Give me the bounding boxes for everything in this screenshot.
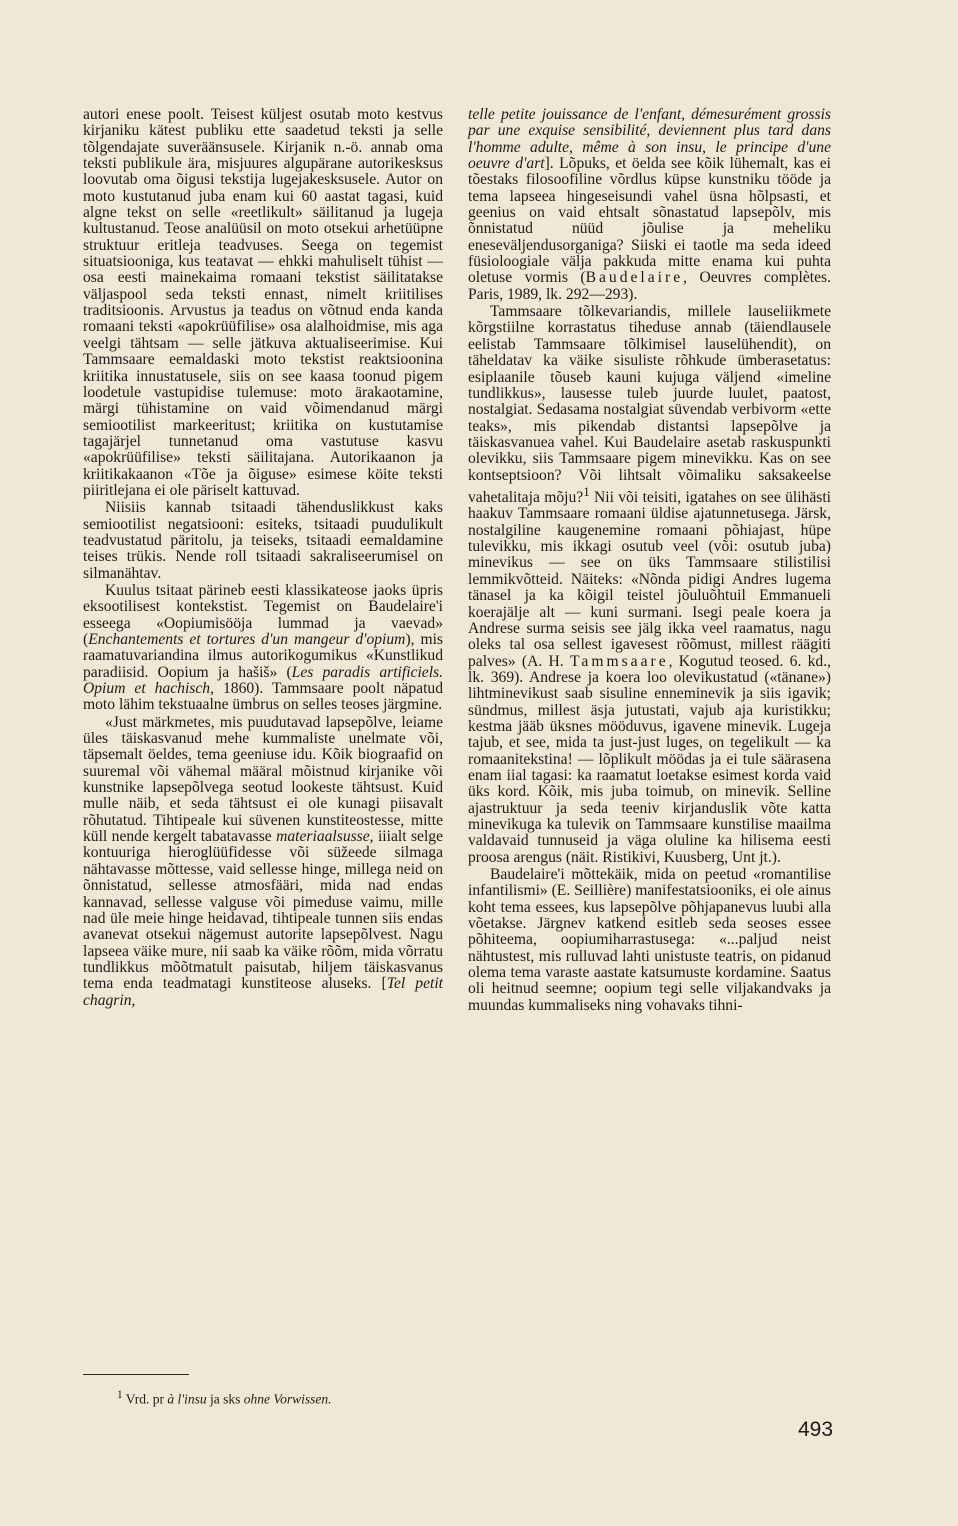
footnote-divider xyxy=(83,1374,189,1375)
footnote-mark: 1 xyxy=(117,1389,123,1401)
paragraph: Tammsaare tõlkevariandis, millele lauseliikmete kõrgstiilne korrastatus tiheduse annab (täiendlausele eelistab Tammsaare tõlkimisel lauselühendit), on täheldatav ka väike sisuliste rõhkude ümberasetatus: esiplaanile tõuseb kauni kujuga väljend «imeline tundlikkus», lausesse tuleb juurde luulet, paatost, nostalgiat. Sedasama nostalgiat süvendab verbivorm «ette teaks», mis pikendab distantsi lapsepõlve ja täiskasvanuea vahel. Kui Baudelaire asetab raskuspunkti olevikku, siis Tammsaare pigem minevikku. Kas on see kontseptsioon? Või lihtsalt võimaliku saksakeelse vahetalitaja mõju?$^1$ Nii või teisiti, igatahes on see ülihästi haakuv Tammsaare romaani üldise ajatunnetusega. Järsk, nostalgiline kaugenemine romaani põhiajast, hüpe tulevikku, mis ikkagi osutub veel (või: osutub juba) minevikus — see on üks Tammsaare stilistilisi lemmikvõtteid. Näiteks: «Nõnda pidigi Andres lugema tänasel ja ka kõigil teistel jõuluõhtuil Emmanueli koerajälje alt — kuni surmani. Isegi peale koera ja Andrese surma seisis see jälg ikka veel raamatus, nagu oleks tal osa sellest igavesest rõõmust, millest räägiti palves» (A. H. Tammsaare, Kogutud teosed. 6. kd., lk. 369). Andrese ja koera loo olevikustatud («tänane») lihtminevikust saab sisuline enneminevik ja siis igavik; sündmus, millest äsja jutustati, vajub aja kuristikku; kestma jääb üksnes mööduvus, igavene minevik. Lugeja tajub, et see, mida ta just-just luges, on tegelikult — ka romaanitekstina! — lõplikult möödas ja ei tule säärasena enam iial tagasi: ka raamatut loetakse esimest korda vaid üks kord. Kõik, mis juba toimub, on minevik. Selline ajastruktuur ja seda teeniv kirjanduslik võte katta minevikuga ka tulevik on Tammsaare kunstilise maailma valdavaid tunnuseid ja väga oluline ka hilisema eesti proosa arengus (näit. Ristikivi, Kuusberg, Unt jt.). xyxy=(468,303,831,866)
page-number: 493 xyxy=(798,1418,834,1441)
italic-french-quote: telle petite jouissance de l'enfant, démesurément grossis par une exquise sensibilité, deviennent plus tard dans l'homme adulte, même à son insu, le principe d'une oeuvre d'art xyxy=(468,106,831,173)
footnote: $^1$ Vrd. pr à l'insu ja sks ohne Vorwissen. xyxy=(117,1389,332,1407)
paragraph: Baudelaire'i mõttekäik, mida on peetud «romantilise infantilismi» (E. Seillière) manifestatsiooniks, ei ole ainus koht tema essees, kus lapsepõlve põhjapanevus luubi alla võetakse. Järgnev katkend esitleb seda seoses essee põhiteema, oopiumiharrastusega: «...paljud neist nähtustest, mis rulluvad lahti unistuste teatris, on pidanud olema tema varaste aastate katsumuste kordamine. Saatus oli heitnud seemne; oopium tegi selle viljakandvaks ja muundas kummaliseks ning vohavaks tihni- xyxy=(468,866,831,1014)
quotation-paragraph: «Just märkmetes, mis puudutavad lapsepõlve, leiame üles täiskasvanud mehe kummaliste unelmate või, täpsemalt öeldes, tema geeniuse idu. Kõik biograafid on suuremal või vähemal määral mõistnud kirjanike või kunstnike lapsepõlvega seotud lookeste tähtsust. Kuid mulle näib, et seda tähtsust ei ole kunagi piisavalt rõhutatud. Tihtipeale kui süvenen kunstiteostesse, mitte küll nende kergelt tabatavasse materiaalsusse, iiialt selge kontuuriga hieroglüüfidesse või süžeede silmaga nähtavasse mõttesse, vaid sellesse hinge, millega neid on õnnistatud, sellesse atmosfääri, mida nad endas kannavad, sellesse valguse või pimeduse vaimu, mille nad üle meie hinge heidavad, tihtipeale tunnen siis endas avanevat otsekui nägemust autorite lapsepõlvest. Nagu lapseea väike mure, nii saab ka väike rõõm, mida võrratu tundlikkus mõõtmatult paisutab, hiljem täiskasvanus tema enda teadmatagi kunstiteose aluseks. [Tel petit chagrin, xyxy=(83,713,443,1009)
footnote-reference: 1 xyxy=(583,483,590,499)
paragraph: Niisiis kannab tsitaadi tähenduslikkust kaks semiootilist negatsiooni: esiteks, tsitaadi puudulikult teadvustatud päritolu, ja teiseks, tsitaadi eemaldamine teises trükis. Nende roll tsitaadi sakraliseerumisel on silmanähtav. xyxy=(83,499,443,582)
spaced-author-name: Baudelaire xyxy=(585,269,684,287)
paragraph-continuation: telle petite jouissance de l'enfant, démesurément grossis par une exquise sensibilité, deviennent plus tard dans l'homme adulte, même à son insu, le principe d'une oeuvre d'art]. Lõpuks, et öelda see kõik lühemalt, kas ei tõestaks filosoofiline võrdlus küpse kunstniku tööde ja tema lapseea hingeseisundi vahel üsna hõlpsasti, et geenius on vaid ehtsalt sõnastatud lapsepõlv, mis õnnistatud nüüd jõulise ja meheliku eneseväljendusorganiga? Siiski ei taotle ma seda ideed füsioloogiale välja pakkuda mitte enama kui puhta oletuse vormis (Baudelaire, Oeuvres complètes. Paris, 1989, lk. 292—293). xyxy=(468,106,831,303)
right-column xyxy=(468,107,831,1014)
left-column xyxy=(83,107,443,1009)
italic-title: Enchantements et tortures d'un mangeur d'opium xyxy=(88,631,406,648)
italic-title: Les paradis artificiels. Opium et hachisch xyxy=(83,663,443,698)
paragraph-continuation: autori enese poolt. Teisest küljest osutab moto kestvus kirjaniku kätest publiku ette saadetud teksti ja selle tõlgendajate suveräänsusele. Kirjanik n.-ö. annab oma teksti publikule ära, misjuures algupärane autorikesksus loovutab oma õigusi tekstija lugejakesksusele. Autor on moto kustutanud juba enam kui 60 aastat tagasi, kuid algne tekst on selle «reetlikult» säilitanud ja lugeja kultustanud. Teose analüüsil on moto otsekui arhetüüpne struktuur eritleja teadvuses. Seega on tegemist situatsiooniga, kus teatavat — ehkki mahuliselt tühist — osa eesti mainekaima romaani tekstist säilitatakse väljaspool seda teksti ennast, nimelt kriitilises traditsioonis. Arvustus ja teadus on võtnud enda kanda romaani teksti «apokrüüfilise» osa alalhoidmise, mis aga veelgi tähtsam — selle jätkuva aktualiseerimise. Kui Tammsaare eemaldaski moto tekstist reaktsioonina kriitika innustatusele, siis on see kaasa toonud pigem loodetule vastupidise tulemuse: moto ärakaotamine, märgi tühistamine on vaid võimendanud märgi semiootilist markeeritust; kriitika on kustutamise tagajärjel tunnetanud oma vastutuse kasvu «apokrüüfilise» teksti säilitajana. Autorikaanon ja kriitikakaanon «Tõe ja õiguse» esimese köite teksti piiritlejana ei ole päriselt kattuvad. xyxy=(83,106,443,499)
italic-french-quote: Tel petit chagrin, xyxy=(83,975,443,1009)
paragraph: Kuulus tsitaat pärineb eesti klassikateose jaoks üpris eksootilisest kontekstist. Tegemist on Baudelaire'i esseega «Oopiumisööja lummad ja vaevad» (Enchantements et tortures d'un mangeur d'opium), mis raamatuvariandina ilmus autorikogumikus «Kunstlikud paradiisid. Oopium ja hašiš» (Les paradis artificiels. Opium et hachisch, 1860). Tammsaare poolt näpatud moto lähim tekstuaalne ümbrus on selles teoses järgmine. xyxy=(83,581,443,714)
italic-word: materiaalsusse xyxy=(276,828,370,846)
spaced-author-name: Tammsaare xyxy=(569,652,669,670)
